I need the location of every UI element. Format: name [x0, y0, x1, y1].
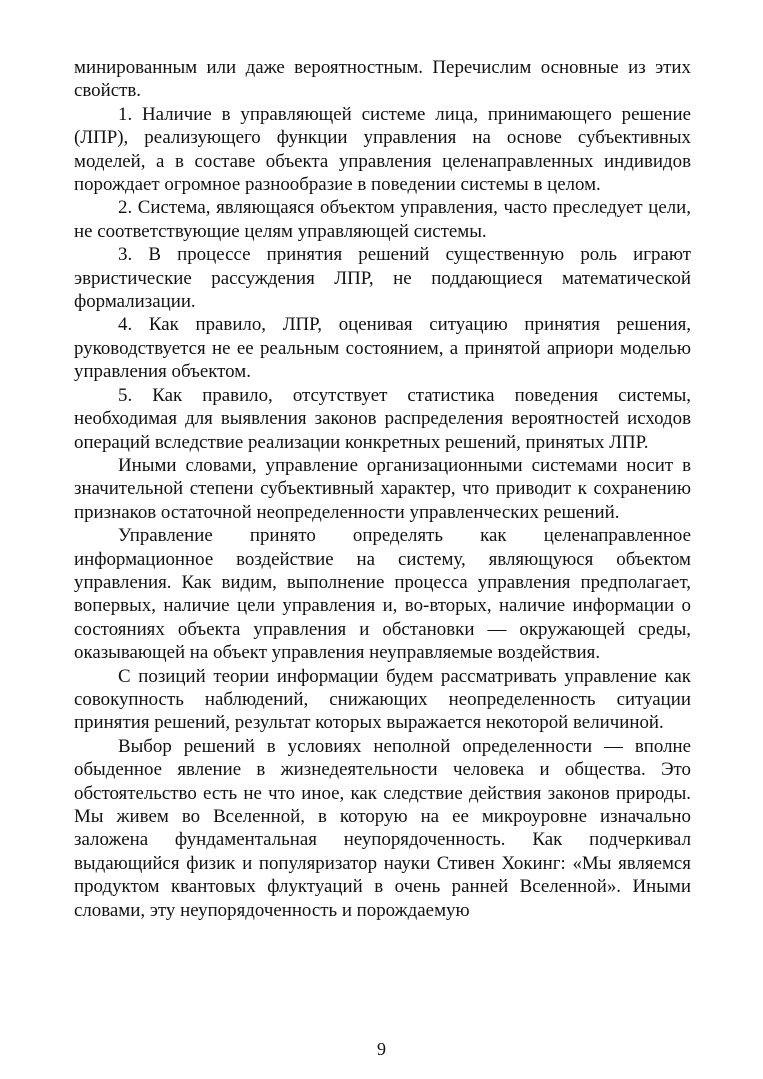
paragraph-property-5: 5. Как правило, отсутствует статистика поведения системы, необходимая для выявления законов распределения вероятностей исходов операций вследствие реализации конкретных решений, принятых ЛПР.	[74, 384, 691, 453]
paragraph-property-1: 1. Наличие в управляющей системе лица, принимающего решение (ЛПР), реализующего функции управления на основе субъективных моделей, а в составе объекта управления целенаправленных индивидов порождает огромное разнообразие в поведении системы в целом.	[74, 103, 691, 196]
paragraph-property-4: 4. Как правило, ЛПР, оценивая ситуацию принятия решения, руководствуется не ее реальным состоянием, а принятой априори моделью управления объектом.	[74, 314, 691, 383]
paragraph-in-other-words: Иными словами, управление организационными системами носит в значительной степени субъективный характер, что приводит к сохранению признаков остаточной неопределенности управленческих решений.	[74, 454, 691, 523]
paragraph-information-theory: С позиций теории информации будем рассматривать управление как совокупность наблюдений, снижающих неопределенность ситуации принятия решений, результат которых выражается некоторой величиной.	[74, 665, 691, 734]
paragraph-property-3: 3. В процессе принятия решений существенную роль играют эвристические рассуждения ЛПР, не поддающиеся математической формализации.	[74, 244, 691, 313]
paragraph-decision-choice: Выбор решений в условиях неполной определенности — вполне обыденное явление в жизнедеятельности человека и общества. Это обстоятельство есть не что иное, как следствие действия законов природы. Мы живем во Вселенной, в которую на ее микроуровне изначально заложена фундаментальная неупорядоченность. Как подчеркивал выдающийся физик и популяризатор науки Стивен Хокинг: «Мы являемся продуктом квантовых флуктуаций в очень ранней Вселенной». Иными словами, эту неупорядоченность и порождаемую	[74, 735, 691, 921]
paragraph-management-definition: Управление принято определять как целенаправленное информационное воздействие на систему, являющуюся объектом управления. Как видим, выполнение процесса управления предполагает, вопервых, наличие цели управления и, во-вторых, наличие информации о состояниях объекта управления и обстановки — окружающей среды, оказывающей на объект управления неуправляемые воздействия.	[74, 525, 691, 664]
page-body	[74, 56, 691, 922]
paragraph-continuation: минированным или даже вероятностным. Перечислим основные из этих свойств.	[74, 57, 691, 102]
paragraph-property-2: 2. Система, являющаяся объектом управления, часто преследует цели, не соответствующие целям управляющей системы.	[74, 197, 691, 242]
page-number: 9	[377, 1039, 386, 1059]
